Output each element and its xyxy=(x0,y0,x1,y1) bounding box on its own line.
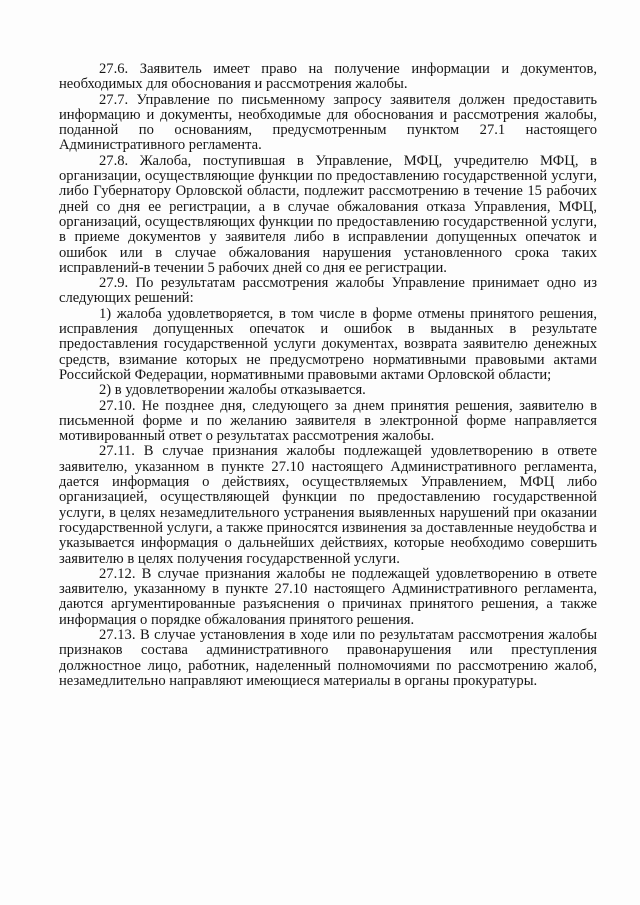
paragraph-27-11: 27.11. В случае признания жалобы подлежащей удовлетворению в ответе заявителю, указанном в пункте 27.10 настоящего Административного регламента, дается информация о действиях, осуществляемых Управлением, МФЦ либо организацией, осуществляющей функции по предоставлению государственной услуги, в целях незамедлительного устранения выявленных нарушений при оказании государственной услуги, а также приносятся извинения за доставленные неудобства и указывается информация о дальнейших действиях, которые необходимо совершить заявителю в целях получения государственной услуги. xyxy=(59,443,597,567)
paragraph-27-13: 27.13. В случае установления в ходе или по результатам рассмотрения жалобы признаков состава административного правонарушения или преступления должностное лицо, работник, наделенный полномочиями по рассмотрению жалоб, незамедлительно направляют имеющиеся материалы в органы прокуратуры. xyxy=(59,626,597,689)
paragraph-27-7: 27.7. Управление по письменному запросу заявителя должен предоставить информацию и документы, необходимые для обоснования и рассмотрения жалобы, поданной по основаниям, предусмотренным пунктом 27.1 настоящего Административного регламента. xyxy=(59,91,597,154)
paragraph-27-8: 27.8. Жалоба, поступившая в Управление, МФЦ, учредителю МФЦ, в организации, осуществляющие функции по предоставлению государственной услуги, либо Губернатору Орловской области, подлежит рассмотрению в течение 15 рабочих дней со дня ее регистрации, а в случае обжалования отказа Управления, МФЦ, организаций, осуществляющих функции по предоставлению государственной услуги, в приеме документов у заявителя либо в исправлении допущенных опечаток и ошибок или в случае обжалования нарушения установленного срока таких исправлений-в течении 5 рабочих дней со дня ее регистрации. xyxy=(59,152,597,276)
decision-item-2: 2) в удовлетворении жалобы отказывается. xyxy=(99,382,366,399)
document-body xyxy=(59,62,597,689)
decision-item-1: 1) жалоба удовлетворяется, в том числе в форме отмены принятого решения, исправления допущенных опечаток и ошибок в выданных в результате предоставления государственной услуги документах, возврата заявителю денежных средств, взимание которых не предусмотрено нормативными правовыми актами Российской Федерации, нормативными правовыми актами Орловской области; xyxy=(59,305,597,383)
paragraph-27-12: 27.12. В случае признания жалобы не подлежащей удовлетворению в ответе заявителю, указанному в пункте 27.10 настоящего Административного регламента, даются аргументированные разъяснения о причинах принятого решения, а также информация о порядке обжалования принятого решения. xyxy=(59,565,597,628)
paragraph-27-6: 27.6. Заявитель имеет право на получение информации и документов, необходимых для обоснования и рассмотрения жалобы. xyxy=(59,61,597,93)
paragraph-27-10: 27.10. Не позднее дня, следующего за днем принятия решения, заявителю в письменной форме и по желанию заявителя в электронной форме направляется мотивированный ответ о результатах рассмотрения жалобы. xyxy=(59,397,597,445)
paragraph-27-9: 27.9. По результатам рассмотрения жалобы Управление принимает одно из следующих решений: xyxy=(59,275,597,307)
